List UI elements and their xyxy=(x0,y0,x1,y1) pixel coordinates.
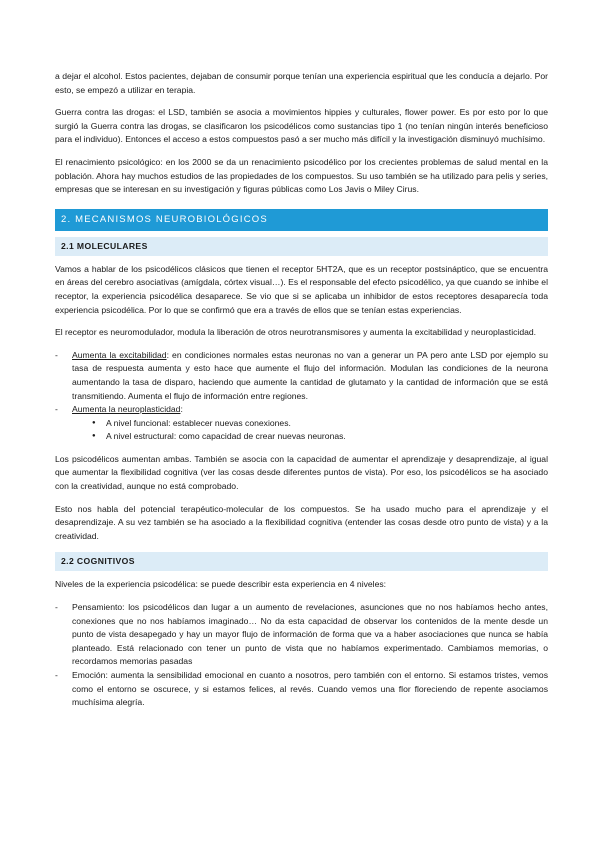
subsection-heading-cognitivos: 2.2 COGNITIVOS xyxy=(55,552,548,571)
subsection-heading-moleculares: 2.1 MOLECULARES xyxy=(55,237,548,256)
list-item xyxy=(55,601,548,669)
paragraph-neuromodulador: El receptor es neuromodulador, modula la liberación de otros neurotransmisores y aumenta la excitabilidad y neuroplasticidad. xyxy=(55,327,537,338)
list-item-text: : en condiciones normales estas neuronas no van a generar un PA pero ante LSD por ejemplo su tasa de respuesta aumenta y esto hace que aumente el flujo del información. Modulan las condiciones de la neurona aumentando la tasa de disparo, haciendo que aumente la cantidad de glutamato y la cantidad de información que se está transmitiendo. Aumenta el flujo de información entre regiones. xyxy=(72,349,549,401)
list-item-label: Pensamiento xyxy=(72,602,123,613)
list-item-label: Emoción xyxy=(72,670,106,680)
list-item xyxy=(55,349,548,403)
list-item-text: : aumenta la sensibilidad emocional en cuanto a nosotros, pero también con el entorno. Si estamos tristes, vemos como el entorno se oscurece, y si estamos felices, al revés. Cuando vemos una flor floreciendo de repente asociamos muchísima alegría. xyxy=(72,670,548,708)
list-receptor-effects xyxy=(55,349,548,444)
paragraph-ambas: Los psicodélicos aumentan ambas. También se asocia con la capacidad de aumentar el aprendizaje y desaprendizaje, al igual que aumentar la flexibilidad cognitiva (ver las cosas desde diferentes puntos de vista). Por eso, los psicodélicos se ha asociado con la creatividad, aunque no está comprobado. xyxy=(55,453,548,492)
paragraph-receptor-5ht2a: Vamos a hablar de los psicodélicos clásicos que tienen el receptor 5HT2A, que es un receptor postsináptico, que se encuentra en áreas del cerebro asociativas (amígdala, córtex visual…). Es el responsable del efecto psicodélico, ya que cuando se inhibe el receptor, la experiencia psicodélica desaparece. Se vio que si se aplicaba un inhibidor de estos receptores desaparecía toda experiencia psicodélica. Por lo que se confirmó que era a través de ellos que se tenían estas experiencias. xyxy=(55,263,548,315)
list-item-label: Aumenta la neuroplasticidad xyxy=(72,404,181,415)
sublist-item: ● A nivel estructural: como capacidad de crear nuevas neuronas. xyxy=(92,430,548,444)
paragraph-renaissance: El renacimiento psicológico: en los 2000 se da un renacimiento psicodélico por los crecientes problemas de salud mental en la población. Ahora hay muchos estudios de las propiedades de los compuestos. Su uso también se ha utilizado para pelis y series, empresas que se interesan en su investigación y figuras públicas como Los Javis o Miley Cirus. xyxy=(55,156,548,195)
list-experience-levels xyxy=(55,601,548,710)
list-item-text: : los psicodélicos dan lugar a un aumento de revelaciones, asunciones que no nos habíamos hecho antes, conexiones que no nos habíamos imaginado… No da esta capacidad de observar los contenidos de la mente desde un punto de vista desapegado y hay un mayor flujo de información de forma que va a haber asociaciones que nunca se había planteado. Está relacionado con tener un punto de vista que no habíamos experimentado. Cambiamos memorias, o recordamos memorias pasadas xyxy=(72,602,548,667)
list-item-text: : xyxy=(180,404,183,415)
section-heading-mecanismos: 2. MECANISMOS NEUROBIOLÓGICOS xyxy=(55,209,548,231)
paragraph-niveles: Niveles de la experiencia psicodélica: se puede describir esta experiencia en 4 niveles: xyxy=(55,579,387,590)
paragraph-potencial: Esto nos habla del potencial terapéutico-molecular de los compuestos. Se ha usado mucho para el aprendizaje y el desaprendizaje. A su vez también se ha asociado a la flexibilidad cognitiva (entender las cosas desde otro punto de vista) y a la creatividad. xyxy=(55,503,548,541)
list-item-label: Aumenta la excitabilidad xyxy=(72,349,167,360)
sublist-item: ● A nivel funcional: establecer nuevas conexiones. xyxy=(92,417,548,431)
paragraph-therapy: a dejar el alcohol. Estos pacientes, dejaban de consumir porque tenían una experiencia espiritual que les conducía a dejarlo. Por esto, se empezó a utilizar en terapia. xyxy=(55,71,548,95)
sublist-neuroplasticity xyxy=(72,417,548,444)
list-item xyxy=(55,669,548,710)
list-item xyxy=(55,403,548,444)
paragraph-war-on-drugs: Guerra contra las drogas: el LSD, también se asocia a movimientos hippies y culturales, flower power. Es por esto por lo que surgió la Guerra contra las drogas, se clasificaron los psicodélicos como sustancias tipo 1 (no tenían ningún interés beneficioso para el individuo). Entonces el acceso a estos compuestos pasó a ser mucho más difícil y la investigación disminuyó muchísimo. xyxy=(55,107,548,145)
